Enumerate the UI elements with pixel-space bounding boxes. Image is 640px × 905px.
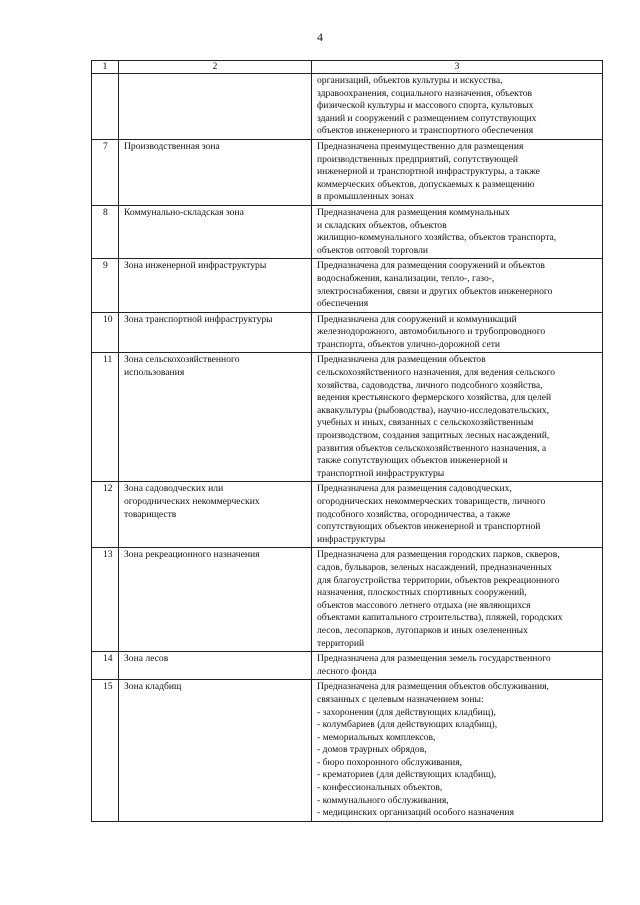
zone-number: 14 xyxy=(92,652,119,680)
description-line: инфраструктуры xyxy=(317,533,386,545)
description-line: - домов траурных обрядов, xyxy=(317,744,427,756)
description-line: территорий xyxy=(317,637,365,649)
continuation-row xyxy=(92,74,603,140)
description-line: физической культуры и массового спорта, культовых xyxy=(317,100,534,112)
description-line: Предназначена для размещения садоводческих, xyxy=(317,483,512,495)
zone-description xyxy=(312,548,603,652)
description-line: садов, бульваров, зеленых насаждений, предназначенных xyxy=(317,561,552,573)
table-row xyxy=(92,353,603,482)
description-line: связанных с целевым назначением зоны: xyxy=(317,693,484,705)
header-col-2: 2 xyxy=(119,61,312,74)
description-line: учебных и иных, связанных с сельскохозяйственным xyxy=(317,417,534,429)
description-line: Предназначена преимущественно для размещения xyxy=(317,140,524,152)
description-line: объектов массового летнего отдыха (не являющихся xyxy=(317,599,531,611)
zone-description xyxy=(312,482,603,548)
description-line: объектов инженерного и транспортного обеспечения xyxy=(317,125,534,137)
description-line: лесного фонда xyxy=(317,665,377,677)
description-line: обеспечения xyxy=(317,298,369,310)
zone-number: 12 xyxy=(92,482,119,548)
continuation-zone-cell xyxy=(119,74,312,140)
header-col-3: 3 xyxy=(312,61,603,74)
description-line: объектов оптовой торговли xyxy=(317,244,429,256)
zone-name xyxy=(119,353,312,482)
description-line: Предназначена для размещения городских парков, скверов, xyxy=(317,549,560,561)
table-row xyxy=(92,205,603,258)
description-line: - захоронения (для действующих кладбищ), xyxy=(317,706,496,718)
description-line: - медицинских организаций особого назначения xyxy=(317,807,514,819)
description-line: Предназначена для размещения сооружений и объектов xyxy=(317,260,545,272)
zone-name: Зона транспортной инфраструктуры xyxy=(119,312,312,353)
zone-name-line: товариществ xyxy=(124,508,177,520)
zone-name: Зона рекреационного назначения xyxy=(119,548,312,652)
table-row xyxy=(92,680,603,822)
description-line: - коммунального обслуживания, xyxy=(317,794,449,806)
description-line: хозяйства, садоводства, личного подсобного хозяйства, xyxy=(317,379,543,391)
description-line: сопутствующих объектов инженерной и транспортной xyxy=(317,521,541,533)
description-line: сельскохозяйственного назначения, для ведения сельского xyxy=(317,367,556,379)
zone-name-line: использования xyxy=(124,367,185,379)
table-row xyxy=(92,652,603,680)
description-line: - бюро похоронного обслуживания, xyxy=(317,756,463,768)
description-line: также сопутствующих объектов инженерной и xyxy=(317,455,508,467)
description-line: - мемориальных комплексов, xyxy=(317,731,436,743)
zone-description xyxy=(312,353,603,482)
description-line: транспорта, объектов улично-дорожной сети xyxy=(317,338,501,350)
description-line: в промышленных зонах xyxy=(317,191,415,203)
description-line: - крематориев (для действующих кладбищ), xyxy=(317,769,497,781)
header-col-1: 1 xyxy=(92,61,119,74)
description-line: водоснабжения, канализации, тепло-, газо-, xyxy=(317,272,495,284)
zone-name-line: огороднических некоммерческих xyxy=(124,496,260,507)
description-line: зданий и сооружений с размещением сопутствующих xyxy=(317,112,537,124)
zone-description xyxy=(312,312,603,353)
zone-number: 7 xyxy=(92,139,119,205)
description-line: Предназначена для размещения земель государственного xyxy=(317,653,551,665)
zone-name: Зона инженерной инфраструктуры xyxy=(119,259,312,312)
zone-number: 15 xyxy=(92,680,119,822)
zone-description xyxy=(312,205,603,258)
zone-name: Коммунально-складская зона xyxy=(119,205,312,258)
continuation-description xyxy=(312,74,603,140)
zone-name: Зона лесов xyxy=(119,652,312,680)
description-line: производством, создания защитных лесных насаждений, xyxy=(317,430,550,442)
description-line: объектами капитального строительства), пляжей, городских xyxy=(317,612,563,624)
description-line: здравоохранения, социального назначения, объектов xyxy=(317,87,533,99)
description-line: ведения крестьянского фермерского хозяйства, для целей xyxy=(317,392,552,404)
page-number: 4 xyxy=(317,30,323,44)
zone-number: 11 xyxy=(92,353,119,482)
zone-name: Производственная зона xyxy=(119,139,312,205)
description-line: - колумбариев (для действующих кладбищ), xyxy=(317,719,498,731)
table-row xyxy=(92,312,603,353)
description-line: Предназначена для размещения объектов xyxy=(317,354,486,366)
description-line: жилищно-коммунального хозяйства, объектов транспорта, xyxy=(317,232,557,244)
description-line: организаций, объектов культуры и искусства, xyxy=(317,75,503,86)
zones-table xyxy=(91,60,603,822)
zone-number: 13 xyxy=(92,548,119,652)
description-line: развития объектов сельскохозяйственного назначения, а xyxy=(317,442,547,454)
description-line: транспортной инфраструктуры xyxy=(317,467,445,479)
description-line: производственных предприятий, сопутствующей xyxy=(317,153,518,165)
zone-name: Зона кладбищ xyxy=(119,680,312,822)
description-line: Предназначена для размещения коммунальных xyxy=(317,206,510,218)
table-row xyxy=(92,259,603,312)
description-line: электроснабжения, связи и других объектов инженерного xyxy=(317,285,553,297)
description-line: подсобного хозяйства, огородничества, а также xyxy=(317,508,511,520)
table-row xyxy=(92,482,603,548)
zone-description xyxy=(312,680,603,822)
table-header-row xyxy=(92,61,603,74)
description-line: огороднических некоммерческих товариществ, личного xyxy=(317,496,546,507)
description-line: лесов, лесопарков, лугопарков и иных озелененных xyxy=(317,624,528,636)
table-row xyxy=(92,548,603,652)
zone-description xyxy=(312,652,603,680)
description-line: назначения, плоскостных спортивных сооружений, xyxy=(317,587,527,599)
zone-number: 9 xyxy=(92,259,119,312)
description-line: железнодорожного, автомобильного и трубопроводного xyxy=(317,326,546,338)
zone-description xyxy=(312,259,603,312)
description-line: для благоустройства территории, объектов рекреационного xyxy=(317,574,560,586)
description-line: и складских объектов, объектов xyxy=(317,219,447,231)
description-line: коммерческих объектов, допускаемых к размещению xyxy=(317,178,535,190)
zone-number: 8 xyxy=(92,205,119,258)
zone-name xyxy=(119,482,312,548)
zone-name-line: Зона сельскохозяйственного xyxy=(124,354,240,366)
zone-description xyxy=(312,139,603,205)
zone-number: 10 xyxy=(92,312,119,353)
description-line: Предназначена для сооружений и коммуникаций xyxy=(317,313,517,325)
description-line: инженерной и транспортной инфраструктуры, а также xyxy=(317,166,540,178)
description-line: аквакультуры (рыбоводства), научно-исследовательских, xyxy=(317,404,550,416)
table-row xyxy=(92,139,603,205)
continuation-num-cell xyxy=(92,74,119,140)
description-line: Предназначена для размещения объектов обслуживания, xyxy=(317,681,549,693)
zone-name-line: Зона садоводческих или xyxy=(124,483,224,495)
description-line: - конфессиональных объектов, xyxy=(317,782,443,794)
